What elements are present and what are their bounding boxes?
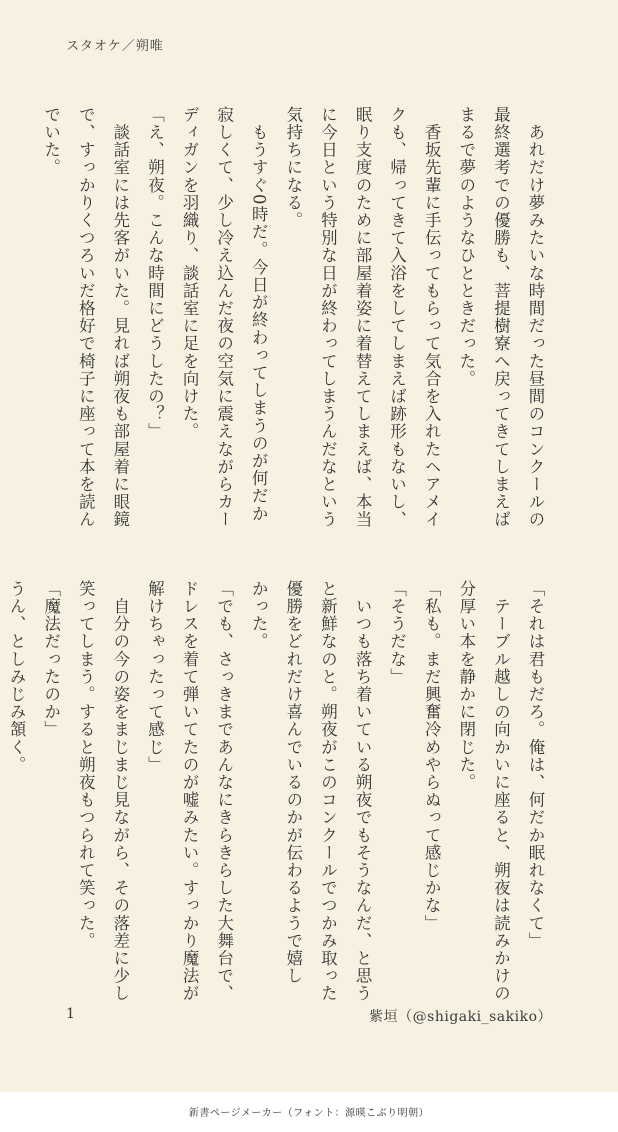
text-line: 笑ってしまう。すると朔夜もつられて笑った。 xyxy=(76,580,96,950)
text-line: テーブル越しの向かいに座ると、朔夜は読みかけの xyxy=(491,580,511,1003)
text-line: 「それは君もだろ。俺は、何だか眠れなくて」 xyxy=(526,580,545,950)
text-line: かった。 xyxy=(249,580,269,651)
text-line: ディガンを羽織り、談話室に足を向けた。 xyxy=(180,106,200,441)
text-line: 眠り支度のために部屋着姿に着替えてしまえば、本当 xyxy=(353,106,373,529)
text-line: クも、帰ってきて入浴をしてしまえば跡形もないし、 xyxy=(387,106,407,529)
text-line: 「私も。まだ興奮冷めやらぬって感じかな」 xyxy=(422,580,442,932)
text-line: に今日という特別な日が終わってしまうんだなという xyxy=(318,106,338,529)
author-credit: 紫垣（@shigaki_sakiko） xyxy=(369,1009,552,1025)
text-line: 寂しくて、少し冷え込んだ夜の空気に震えながらカー xyxy=(214,106,234,529)
text-line: 「そうだな」 xyxy=(387,580,407,686)
page-title: スタオケ／朔唯 xyxy=(66,39,164,54)
text-line: 「でも、さっきまであんなにきらきらした大舞台で、 xyxy=(214,580,234,1003)
text-line: と新鮮なのと。朔夜がこのコンクールでつかみ取った xyxy=(318,580,338,1003)
text-line: 「魔法だったのか」 xyxy=(41,580,61,739)
text-line: あれだけ夢みたいな時間だった昼間のコンクールの xyxy=(526,106,545,529)
text-line: 自分の今の姿をまじまじ見ながら、その落差に少し xyxy=(110,580,130,1003)
text-line: 「え、朔夜。こんな時間にどうしたの？」 xyxy=(145,106,165,441)
text-line: 香坂先輩に手伝ってもらって気合を入れたヘアメイ xyxy=(422,106,442,529)
text-line: 解けちゃったって感じ」 xyxy=(145,580,165,774)
text-line: 分厚い本を静かに閉じた。 xyxy=(456,580,476,792)
text-line: まるで夢のようなひとときだった。 xyxy=(456,106,476,388)
text-block-top xyxy=(33,106,552,546)
text-line: で、すっかりくつろいだ格好で椅子に座って本を読ん xyxy=(76,106,96,529)
text-line: もうすぐ0時だ。今日が終わってしまうのが何だか xyxy=(249,106,269,523)
generator-credit: 新書ページメーカー（フォント：源暎こぶり明朝） xyxy=(188,1108,430,1119)
text-line: いつも落ち着いている朔夜でもそうなんだ、と思う xyxy=(353,580,373,1003)
text-line: うん、としみじみ頷く。 xyxy=(7,580,27,774)
text-line: 最終選考での優勝も、菩提樹寮へ戻ってきてしまえば xyxy=(491,106,511,529)
text-block-bottom xyxy=(0,580,552,1020)
text-line: 気持ちになる。 xyxy=(283,106,303,230)
text-line: 談話室には先客がいた。見れば朔夜も部屋着に眼鏡 xyxy=(110,106,130,529)
text-line: でいた。 xyxy=(41,106,61,177)
text-line: 優勝をどれだけ喜んでいるのかが伝わるようで嬉し xyxy=(283,580,303,985)
page-number: 1 xyxy=(66,1006,75,1022)
text-line: ドレスを着て弾いてたのが嘘みたい。すっかり魔法が xyxy=(180,580,200,1003)
